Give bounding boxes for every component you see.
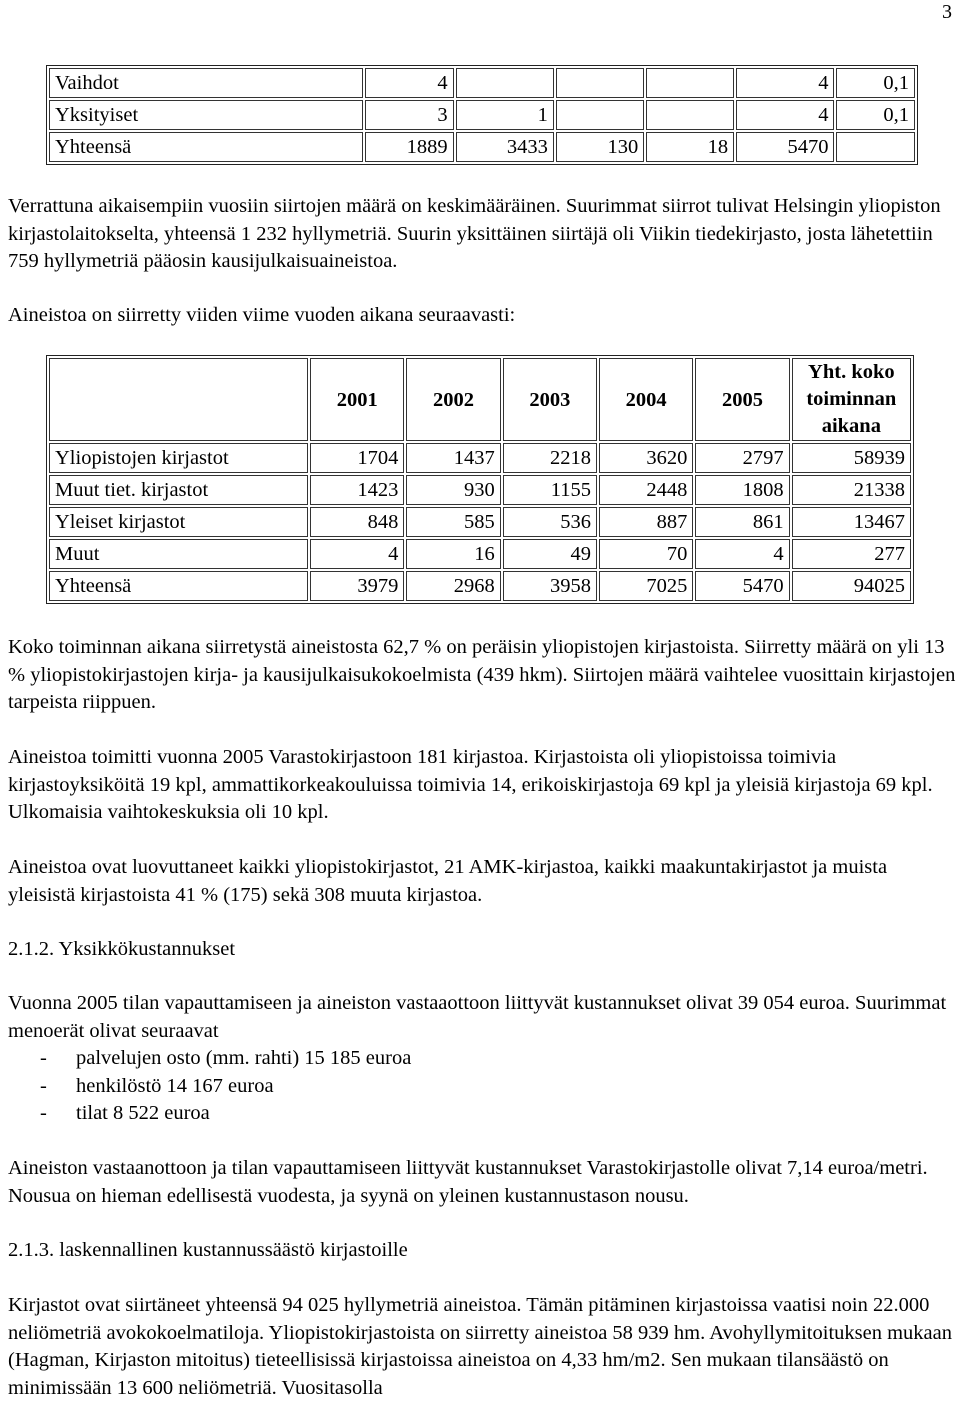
table-cell (456, 68, 554, 98)
column-header: 2001 (310, 358, 404, 441)
list-item: - tilat 8 522 euroa (40, 1102, 210, 1124)
table-cell: 1423 (310, 475, 404, 505)
table-cell: 1437 (406, 443, 500, 473)
table-cell: 49 (503, 539, 597, 569)
row-label: Vaihdot (49, 68, 363, 98)
table-cell: 1889 (365, 132, 454, 162)
table-cell: 536 (503, 507, 597, 537)
table-cell: 1704 (310, 443, 404, 473)
table-cell: 7025 (599, 571, 693, 601)
five-year-transfers-table (46, 355, 914, 604)
paragraph: Vuonna 2005 tilan vapauttamiseen ja aineiston vastaaottoon liittyvät kustannukset olivat 39 054 euroa. Suurimmat menoerät olivat seuraavat (8, 992, 947, 1042)
row-label: Yleiset kirjastot (49, 507, 308, 537)
table-row (49, 507, 911, 537)
paragraph: Aineistoa ovat luovuttaneet kaikki yliopistokirjastot, 21 AMK-kirjastoa, kaikki maakuntakirjastot ja muista yleisistä kirjastoista 41 % (175) sekä 308 muuta kirjastoa. (8, 856, 888, 906)
table-cell: 16 (406, 539, 500, 569)
column-header: Yht. koko toiminnan aikana (792, 358, 911, 441)
table-cell: 4 (310, 539, 404, 569)
table-cell: 1 (456, 100, 554, 130)
table-cell: 13467 (792, 507, 911, 537)
table-row (49, 100, 915, 130)
table-cell: 4 (736, 68, 834, 98)
table-cell: 0,1 (836, 100, 915, 130)
table-cell: 585 (406, 507, 500, 537)
table-cell: 94025 (792, 571, 911, 601)
paragraph: Aineistoa on siirretty viiden viime vuoden aikana seuraavasti: (8, 304, 516, 326)
paragraph: Koko toiminnan aikana siirretystä aineistosta 62,7 % on peräisin yliopistojen kirjastoista. Siirretty määrä on yli 13 % yliopistokirjastojen kirja- ja kausijulkaisukokoelmista (439 hkm). Siirtojen määrä vaihtelee vuosittain kirjastojen tarpeista riippuen. (8, 636, 956, 713)
table-cell: 21338 (792, 475, 911, 505)
table-cell: 887 (599, 507, 693, 537)
row-label: Muut tiet. kirjastot (49, 475, 308, 505)
table-cell: 930 (406, 475, 500, 505)
column-header: 2005 (695, 358, 789, 441)
table-cell: 130 (556, 132, 644, 162)
table-cell: 277 (792, 539, 911, 569)
table-row (49, 68, 915, 98)
table-cell: 5470 (695, 571, 789, 601)
row-label: Yhteensä (49, 132, 363, 162)
page-number: 3 (942, 1, 952, 23)
table-row (49, 443, 911, 473)
table-cell (646, 100, 734, 130)
table-cell (836, 132, 915, 162)
table-cell: 18 (646, 132, 734, 162)
section-heading: 2.1.3. laskennallinen kustannussäästö kirjastoille (8, 1239, 408, 1261)
column-header: 2002 (406, 358, 500, 441)
table-cell: 2448 (599, 475, 693, 505)
table-header-row (49, 358, 911, 441)
table-cell: 4 (365, 68, 454, 98)
table-cell: 3958 (503, 571, 597, 601)
table-row (49, 475, 911, 505)
paragraph: Aineistoa toimitti vuonna 2005 Varastokirjastoon 181 kirjastoa. Kirjastoista oli yliopistoissa toimivia kirjastoyksiköitä 19 kpl, ammattikorkeakouluissa toimivia 14, erikoiskirjastoja 69 kpl ja yleisiä kirjastoja 69 kpl. Ulkomaisia vaihtokeskuksia oli 10 kpl. (8, 746, 933, 823)
table-cell: 0,1 (836, 68, 915, 98)
table-cell: 1808 (695, 475, 789, 505)
row-label: Yksityiset (49, 100, 363, 130)
table-cell: 4 (736, 100, 834, 130)
table-cell: 2968 (406, 571, 500, 601)
table-cell: 2218 (503, 443, 597, 473)
cost-list (8, 1045, 956, 1128)
table-row (49, 132, 915, 162)
row-label: Muut (49, 539, 308, 569)
column-header (49, 358, 308, 441)
column-header: 2004 (599, 358, 693, 441)
table-cell: 861 (695, 507, 789, 537)
table-row (49, 539, 911, 569)
table-cell: 3 (365, 100, 454, 130)
table-cell (556, 100, 644, 130)
row-label: Yliopistojen kirjastot (49, 443, 308, 473)
table-cell: 4 (695, 539, 789, 569)
table-cell: 3620 (599, 443, 693, 473)
table-cell (556, 68, 644, 98)
row-label: Yhteensä (49, 571, 308, 601)
table-cell (646, 68, 734, 98)
table-cell: 2797 (695, 443, 789, 473)
table-cell: 70 (599, 539, 693, 569)
paragraph: Verrattuna aikaisempiin vuosiin siirtojen määrä on keskimääräinen. Suurimmat siirrot tulivat Helsingin yliopiston kirjastolaitokselta, yhteensä 1 232 hyllymetriä. Suurin yksittäinen siirtäjä oli Viikin tiedekirjasto, josta lähetettiin 759 hyllymetriä pääosin kausijulkaisuaineistoa. (8, 195, 941, 272)
table-cell: 3433 (456, 132, 554, 162)
table-cell: 848 (310, 507, 404, 537)
paragraph: Kirjastot ovat siirtäneet yhteensä 94 025 hyllymetriä aineistoa. Tämän pitäminen kirjastoissa vaatisi noin 22.000 neliömetriä avokokoelmatiloja. Yliopistokirjastoista on siirretty aineistoa 58 939 hm. Avohyllymitoituksen mukaan (Hagman, Kirjaston mitoitus) tieteellisissä kirjastoissa aineistoa on 4,33 hm/m2. Sen mukaan tilansäästö on minimissään 13 600 neliömetriä. Vuositasolla (8, 1294, 952, 1399)
transfers-table-continued (46, 65, 918, 165)
paragraph: Aineiston vastaanottoon ja tilan vapauttamiseen liittyvät kustannukset Varastokirjastolle olivat 7,14 euroa/metri. Nousua on hieman edellisestä vuodesta, ja syynä on yleinen kustannustason nousu. (8, 1157, 928, 1207)
column-header: 2003 (503, 358, 597, 441)
list-item: - palvelujen osto (mm. rahti) 15 185 euroa (40, 1047, 412, 1069)
table-cell: 58939 (792, 443, 911, 473)
table-cell: 3979 (310, 571, 404, 601)
list-item: - henkilöstö 14 167 euroa (40, 1074, 274, 1097)
section-heading: 2.1.2. Yksikkökustannukset (8, 938, 236, 960)
table-cell: 5470 (736, 132, 834, 162)
table-cell: 1155 (503, 475, 597, 505)
table-row (49, 571, 911, 601)
